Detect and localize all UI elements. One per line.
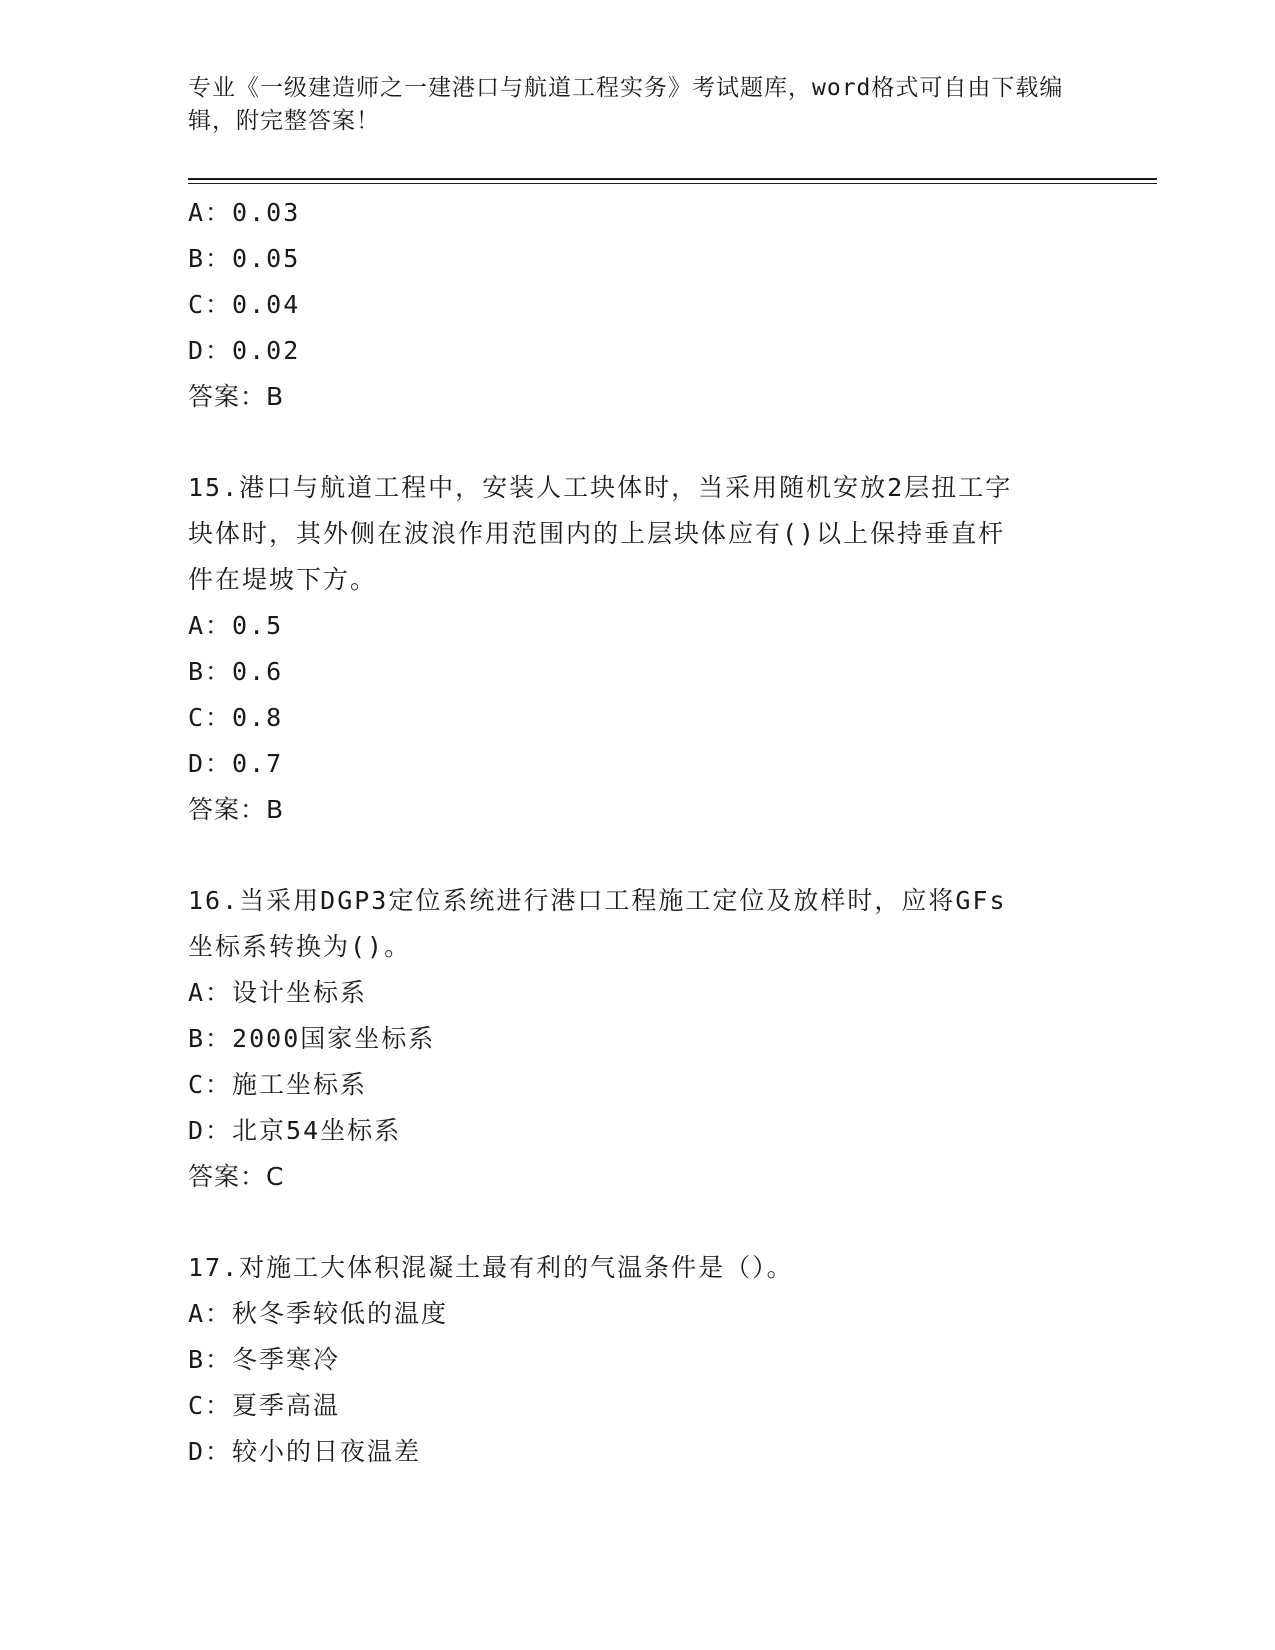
question-text-line: 16.当采用DGP3定位系统进行港口工程施工定位及放样时，应将GFs <box>188 886 1007 915</box>
option-b: B：2000国家坐标系 <box>188 1024 436 1053</box>
question-text-line: 15.港口与航道工程中，安装人工块体时，当采用随机安放2层扭工字 <box>188 473 1013 502</box>
answer-line: 答案：B <box>188 795 285 824</box>
question-text-line: 坐标系转换为()。 <box>188 932 412 961</box>
answer-line: 答案：C <box>188 1162 285 1191</box>
option-a: A：设计坐标系 <box>188 978 368 1007</box>
question-17 <box>188 1245 1088 1475</box>
option-d: D：较小的日夜温差 <box>188 1437 422 1466</box>
option-d: D：0.02 <box>188 336 301 365</box>
question-list <box>188 190 1088 1475</box>
option-c: C：0.04 <box>188 290 301 319</box>
option-c: C：0.8 <box>188 703 284 732</box>
option-c: C：施工坐标系 <box>188 1070 368 1099</box>
option-d: D：北京54坐标系 <box>188 1116 402 1145</box>
question-15 <box>188 465 1088 833</box>
option-a: A：0.03 <box>188 198 301 227</box>
header-rule-thick <box>188 178 1157 180</box>
option-b: B：冬季寒冷 <box>188 1345 341 1374</box>
option-a: A：0.5 <box>188 611 284 640</box>
prev-question-block <box>188 190 1088 420</box>
option-c: C：夏季高温 <box>188 1391 341 1420</box>
option-b: B：0.05 <box>188 244 301 273</box>
question-16 <box>188 878 1088 1200</box>
option-a: A：秋冬季较低的温度 <box>188 1299 449 1328</box>
question-text-line: 块体时，其外侧在波浪作用范围内的上层块体应有()以上保持垂直杆 <box>188 519 1006 548</box>
option-d: D：0.7 <box>188 749 284 778</box>
question-text-line: 17.对施工大体积混凝土最有利的气温条件是（）。 <box>188 1253 794 1282</box>
option-b: B：0.6 <box>188 657 284 686</box>
answer-line: 答案：B <box>188 382 285 411</box>
header-rule-thin <box>188 183 1157 184</box>
header-text: 专业《一级建造师之一建港口与航道工程实务》考试题库，word格式可自由下载编辑，附完整答案！ <box>188 75 1064 134</box>
document-header <box>188 72 1088 138</box>
question-text-line: 件在堤坡下方。 <box>188 565 378 594</box>
